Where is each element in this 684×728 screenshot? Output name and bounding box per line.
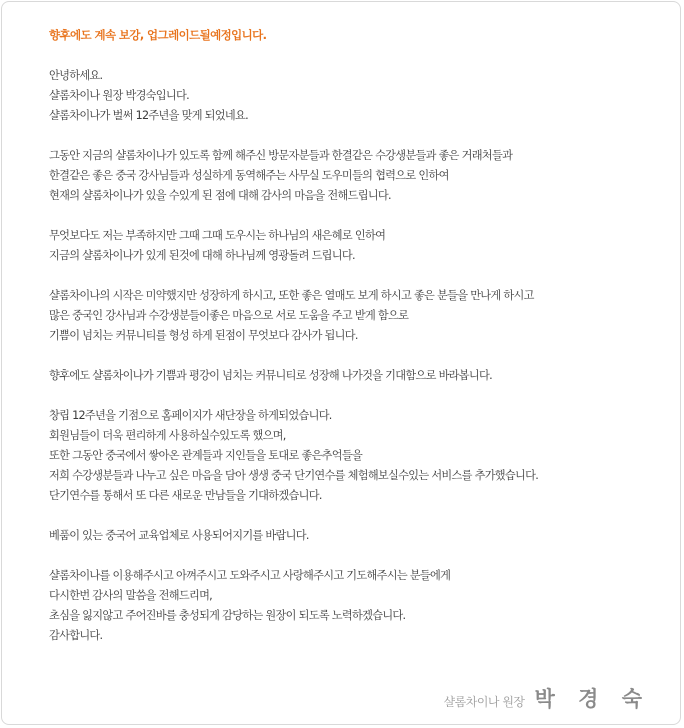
- greeting-paragraph: [49, 366, 669, 386]
- greeting-line: 지금의 샬롬차이나가 있게 된것에 대해 하나님께 영광돌려 드립니다.: [49, 249, 355, 262]
- greeting-paragraph: [49, 526, 669, 546]
- greeting-line: 저희 수강생분들과 나누고 싶은 마음을 담아 생생 중국 단기연수를 체험해보실수있는 서비스를 추가했습니다.: [49, 469, 539, 482]
- greeting-line: 초심을 잃지않고 주어진바를 충성되게 감당하는 원장이 되도록 노력하겠습니다.: [49, 609, 406, 622]
- greeting-line: 회원님들이 더욱 편리하게 사용하실수있도록 했으며,: [49, 429, 286, 442]
- greeting-line: 창립 12주년을 기점으로 홈페이지가 새단장을 하게되었습니다.: [49, 409, 332, 422]
- signature-title: 샬롬차이나 원장: [443, 695, 525, 709]
- greeting-line: 샬롬차이나가 벌써 12주년을 맞게 되었네요.: [49, 109, 248, 122]
- greeting-line: 단기연수를 통해서 또 다른 새로운 만남들을 기대하겠습니다.: [49, 489, 322, 502]
- greeting-line: 샬롬차이나 원장 박경숙입니다.: [49, 89, 189, 102]
- greeting-paragraph: [49, 226, 669, 266]
- greeting-line: 샬롬차이나를 이용해주시고 아껴주시고 도와주시고 사랑해주시고 기도해주시는 분들에게: [49, 569, 451, 582]
- greeting-line: 무엇보다도 저는 부족하지만 그때 그때 도우시는 하나님의 새은혜로 인하여: [49, 229, 386, 242]
- greeting-line: 다시한번 감사의 말씀을 전해드리며,: [49, 589, 213, 602]
- director-signature: [444, 683, 650, 715]
- greeting-line: 감사합니다.: [49, 629, 103, 642]
- greeting-line: 샬롬차이나의 시작은 미약했지만 성장하게 하시고, 또한 좋은 열매도 보게 하시고 좋은 분들을 만나게 하시고: [49, 289, 534, 302]
- update-notice-headline: 향후에도 계속 보강, 업그레이드될예정입니다.: [49, 28, 267, 42]
- greeting-body: [49, 66, 669, 646]
- greeting-line: 또한 그동안 중국에서 쌓아온 관계들과 지인들을 토대로 좋은추억들을: [49, 449, 363, 462]
- greeting-paragraph: [49, 146, 669, 206]
- greeting-paragraph: [49, 406, 669, 506]
- greeting-line: 베품이 있는 중국어 교육업체로 사용되어지기를 바랍니다.: [49, 529, 309, 542]
- greeting-line: 현재의 샬롬차이나가 있을 수있게 된 점에 대해 감사의 마음을 전해드립니다.: [49, 189, 391, 202]
- greeting-line: 한결같은 좋은 중국 강사님들과 성실하게 동역해주는 사무실 도우미들의 협력으로 인하여: [49, 169, 449, 182]
- greeting-line: 그동안 지금의 샬롬차이나가 있도록 함께 해주신 방문자분들과 한결같은 수강생분들과 좋은 거래처들과: [49, 149, 513, 162]
- greeting-paragraph: [49, 66, 669, 126]
- signature-name: 박 경 숙: [534, 686, 650, 711]
- greeting-paragraph: [49, 286, 669, 346]
- greeting-line: 안녕하세요.: [49, 69, 103, 82]
- greeting-panel: [1, 1, 681, 725]
- greeting-content: [49, 25, 669, 666]
- greeting-paragraph: [49, 566, 669, 646]
- greeting-line: 기쁨이 넘치는 커뮤니티를 형성 하게 된점이 무엇보다 감사가 됩니다.: [49, 329, 358, 342]
- greeting-line: 많은 중국인 강사님과 수강생분들이좋은 마음으로 서로 도움을 주고 받게 함으로: [49, 309, 409, 322]
- greeting-line: 향후에도 샬롬차이나가 기쁨과 평강이 넘치는 커뮤니티로 성장해 나가것을 기대함으로 바라봅니다.: [49, 369, 492, 382]
